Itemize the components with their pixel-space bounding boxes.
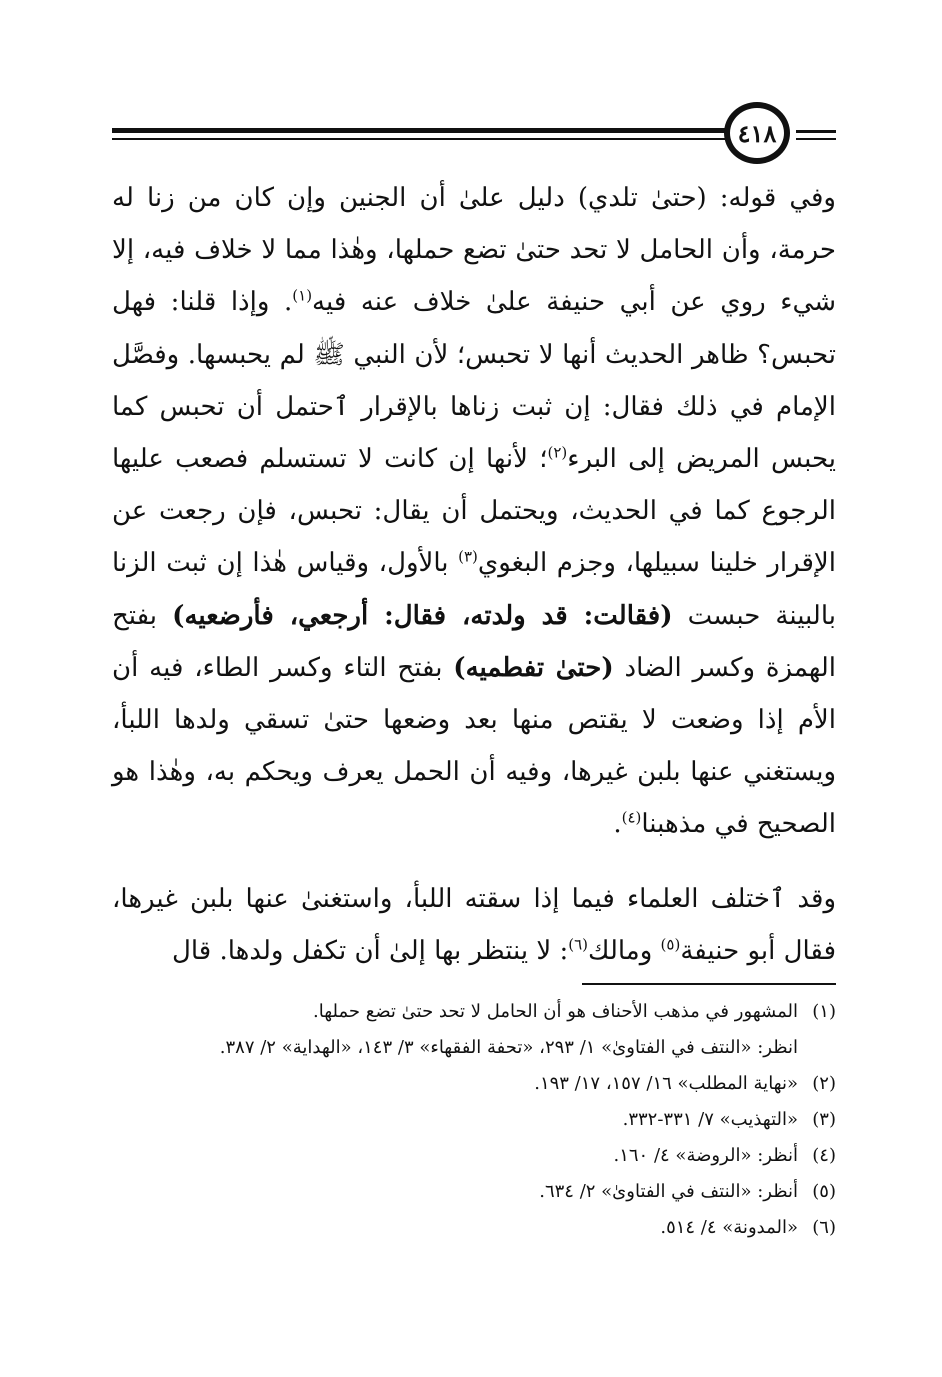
footnote-number: (٣): [812, 1109, 836, 1130]
text-run: وفي قوله: (حتىٰ تلدي) دليل علىٰ أن الجنين وإن كان من زنا له حرمة، وأن الحامل لا تحد حتىٰ تضع حملها، وهٰذا مما لا خلاف فيه، إلا شيء روي عن أبي حنيفة علىٰ خلاف عنه فيه: [112, 183, 836, 318]
footnote-number: (٦): [812, 1217, 836, 1238]
footnote-text: أنظر: «النتف في الفتاوىٰ» ٢/ ٦٣٤.: [539, 1181, 798, 1202]
page-header: [112, 100, 836, 170]
text-run: بالأول، وقياس هٰذا إن ثبت الزنا بالبينة حبست: [112, 548, 836, 631]
footnotes: [112, 994, 836, 1246]
paragraph-2: [112, 873, 836, 977]
header-rule-right-thin: [796, 138, 836, 140]
footnote-text: أنظر: «الروضة» ٤/ ١٦٠.: [613, 1145, 798, 1166]
paragraph-1: [112, 172, 836, 851]
footnote-text: المشهور في مذهب الأحناف هو أن الحامل لا تحد حتىٰ تضع حملها.: [313, 1001, 798, 1022]
footnote-4: [112, 1138, 836, 1174]
text-run: ؛ لأنها إن كانت لا تستسلم فصعب عليها الرجوع كما في الحديث، ويحتمل أن يقال: تحبس، فإن رجعت عن الإقرار خلينا سبيلها، وجزم البغوي: [112, 444, 836, 579]
header-rule-thin: [112, 138, 728, 140]
footnote-marker-4: (٤): [621, 808, 642, 827]
footnote-1-continuation: [112, 1030, 836, 1066]
footnote-number: (٢): [812, 1073, 836, 1094]
page-number: ٤١٨: [724, 102, 790, 164]
main-text: [112, 172, 836, 977]
footnote-2: [112, 1066, 836, 1102]
footnote-text: «التهذيب» ٧/ ٣٣١-٣٣٢.: [622, 1109, 798, 1130]
bold-hadith-quote: (حتىٰ تفطميه): [453, 652, 614, 683]
text-run: . وإذا قلنا: فهل تحبس؟ ظاهر الحديث أنها لا تحبس؛ لأن النبي ﷺ لم يحبسها. وفصَّل الإمام في ذلك فقال: إن ثبت زناها بالإقرار ٱحتمل أن تحبس كما يحبس المريض إلى البرء: [112, 287, 837, 475]
footnote-marker-5: (٥): [660, 935, 681, 954]
footnote-marker-2: (٢): [547, 443, 568, 462]
footnote-text: «المدونة» ٤/ ٥١٤.: [660, 1217, 798, 1238]
header-rule-right-thick: [796, 130, 836, 133]
text-run: بفتح التاء وكسر الطاء، فيه أن الأم إذا وضعت لا يقتص منها بعد وضعها حتىٰ تسقي ولدها اللبأ، ويستغني عنها بلبن غيرها، وفيه أن الحمل يعرف ويحكم به، وهٰذا هو الصحيح في مذهبنا: [112, 652, 836, 840]
text-run: بفتح الهمزة وكسر الضاد: [112, 600, 837, 683]
text-run: .: [613, 809, 622, 840]
header-rule-thick: [112, 128, 728, 133]
footnote-6: [112, 1210, 836, 1246]
footnote-marker-1: (١): [292, 286, 313, 305]
footnote-marker-3: (٣): [458, 547, 478, 566]
footnote-5: [112, 1174, 836, 1210]
footnote-text: انظر: «النتف في الفتاوىٰ» ١/ ٢٩٣، «تحفة الفقهاء» ٣/ ١٤٣، «الهداية» ٢/ ٣٨٧.: [219, 1037, 798, 1058]
text-run: : لا ينتظر بها إلىٰ أن تكفل ولدها. قال: [171, 935, 569, 966]
footnote-separator: [582, 983, 836, 985]
bold-hadith-quote: (فقالت: قد ولدته، فقال: أرجعي، فأرضعيه): [172, 600, 673, 631]
footnote-text: «نهاية المطلب» ١٦/ ١٥٧، ١٧/ ١٩٣.: [534, 1073, 798, 1094]
footnote-marker-6: (٦): [568, 935, 589, 954]
text-run: وقد ٱختلف العلماء فيما إذا سقته اللبأ، واستغنىٰ عنها بلبن غيرها، فقال أبو حنيفة: [112, 883, 836, 966]
text-run: ومالك: [588, 935, 661, 966]
footnote-number: (١): [812, 1001, 836, 1022]
footnote-number: (٤): [812, 1145, 836, 1166]
footnote-3: [112, 1102, 836, 1138]
footnote-number: (٥): [812, 1181, 836, 1202]
footnote-1: [112, 994, 836, 1030]
